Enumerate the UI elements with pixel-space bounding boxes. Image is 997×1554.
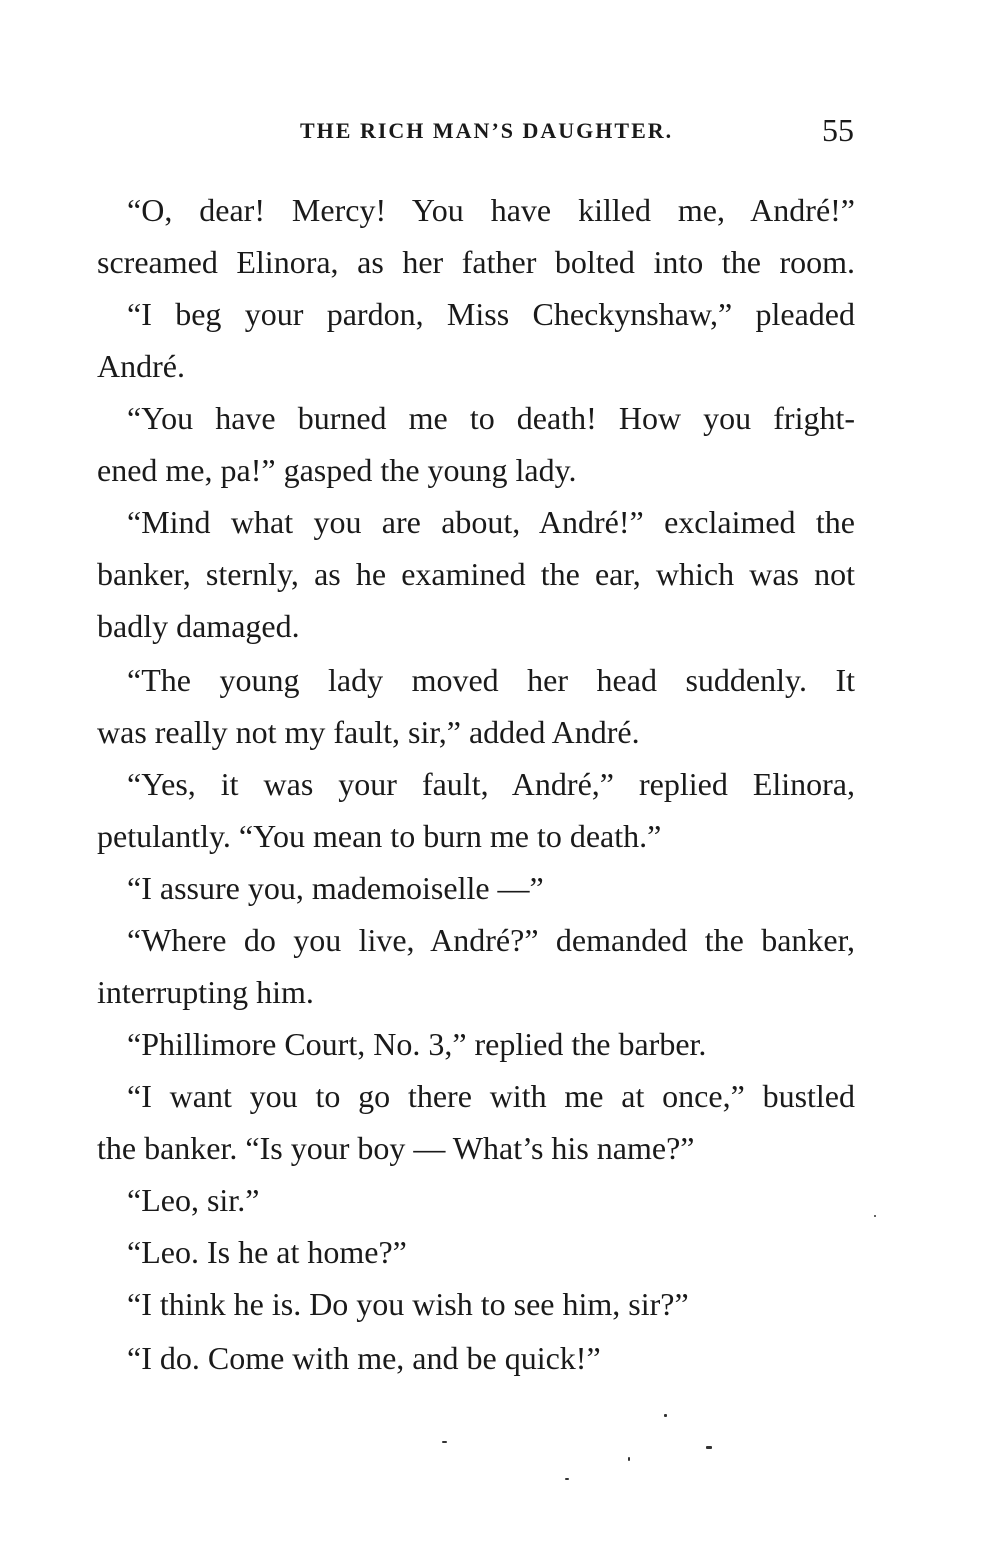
text-line: banker, sternly, as he examined the ear, which was not <box>97 556 855 592</box>
running-title: THE RICH MAN’S DAUGHTER. <box>300 118 674 143</box>
text-line: “I assure you, mademoiselle —” <box>127 870 544 906</box>
text-line: petulantly. “You mean to burn me to death.” <box>97 818 662 854</box>
text-line: “You have burned me to death! How you fright- <box>127 400 855 436</box>
print-speck <box>664 1414 667 1417</box>
text-line: “I beg your pardon, Miss Checkynshaw,” pleaded <box>127 296 855 332</box>
text-line: interrupting him. <box>97 974 314 1010</box>
print-speck <box>874 1215 876 1217</box>
page-number: 55 <box>822 112 854 148</box>
text-line: “Yes, it was your fault, André,” replied Elinora, <box>127 766 855 802</box>
print-speck <box>565 1478 569 1480</box>
text-line: André. <box>97 348 185 384</box>
print-speck <box>628 1457 630 1461</box>
text-line: “The young lady moved her head suddenly. It <box>127 662 855 698</box>
text-line: “Where do you live, André?” demanded the banker, <box>127 922 855 958</box>
text-line: “Phillimore Court, No. 3,” replied the barber. <box>127 1026 707 1062</box>
text-line: “Leo. Is he at home?” <box>127 1234 407 1270</box>
text-line: ened me, pa!” gasped the young lady. <box>97 452 577 488</box>
text-line: was really not my fault, sir,” added André. <box>97 714 640 750</box>
text-line: the banker. “Is your boy — What’s his name?” <box>97 1130 695 1166</box>
text-line: “Mind what you are about, André!” exclaimed the <box>127 504 855 540</box>
text-line: “Leo, sir.” <box>127 1182 260 1218</box>
text-line: “I want you to go there with me at once,” bustled <box>127 1078 855 1114</box>
text-line: “I think he is. Do you wish to see him, sir?” <box>127 1286 689 1322</box>
text-line: badly damaged. <box>97 608 300 644</box>
text-line: “I do. Come with me, and be quick!” <box>127 1340 601 1376</box>
text-line: “O, dear! Mercy! You have killed me, André!” <box>127 192 855 228</box>
print-speck <box>442 1441 447 1443</box>
print-speck <box>706 1446 712 1449</box>
text-line: screamed Elinora, as her father bolted into the room. <box>97 244 855 280</box>
